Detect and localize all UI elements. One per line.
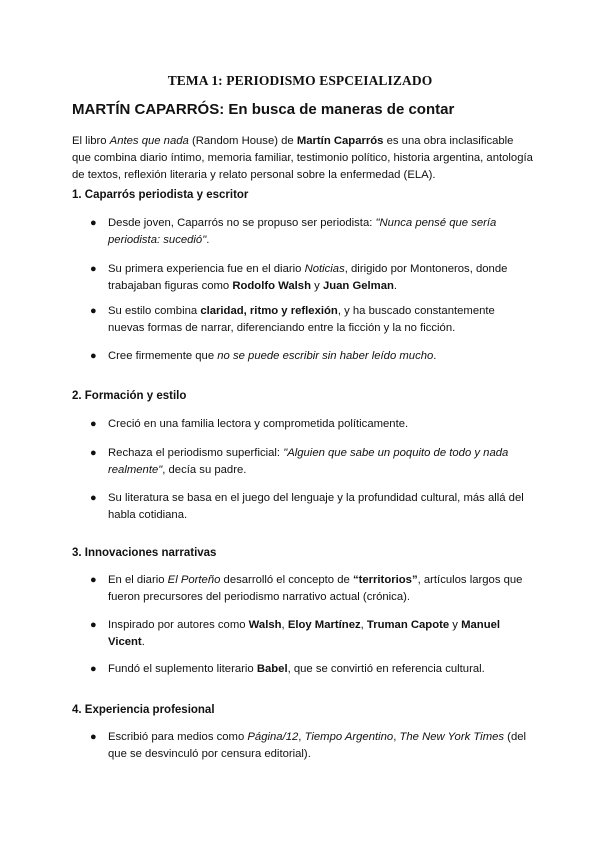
author-name: Eloy Martínez: [287, 619, 361, 631]
emphasis: “territorios”: [352, 574, 418, 586]
section-heading-4: 4. Experiencia profesional: [72, 704, 215, 716]
text: Desde joven, Caparrós no se propuso ser periodista:: [108, 217, 376, 229]
text: Fundó el suplemento literario: [108, 663, 257, 675]
section-heading-1: 1. Caparrós periodista y escritor: [72, 189, 249, 201]
media-name: Tiempo Argentino: [304, 731, 394, 743]
document-title: TEMA 1: PERIODISMO ESPCEIALIZADO: [167, 73, 433, 88]
quote: "Alguien que sabe un poquito de todo y nada realmente": [108, 447, 509, 476]
media-name: Página/12: [247, 731, 299, 743]
section-heading-3: 3. Innovaciones narrativas: [72, 547, 217, 559]
text: .: [433, 350, 437, 362]
book-title: Antes que nada: [109, 135, 189, 147]
text: Su estilo combina: [108, 305, 201, 317]
bullet-text: [108, 572, 532, 606]
section-heading-2: 2. Formación y estilo: [72, 390, 187, 402]
text: ,: [360, 619, 367, 631]
bullet-icon: ●: [90, 350, 97, 362]
newspaper-name: El Porteño: [167, 574, 221, 586]
person-name: Juan Gelman: [322, 279, 394, 292]
text: Inspirado por autores como: [108, 619, 249, 631]
bullet-text: [108, 303, 532, 337]
emphasis: claridad, ritmo y reflexión: [200, 305, 338, 317]
text: , dirigido por Montoneros, donde trabajaban figuras como: [108, 263, 508, 292]
article-heading: MARTÍN CAPARRÓS: En busca de maneras de contar: [72, 101, 455, 118]
text: .: [206, 233, 210, 246]
bullet-icon: ●: [90, 663, 97, 675]
bullet-text: [108, 215, 532, 249]
author-name: Walsh: [248, 619, 282, 631]
supplement-name: Babel: [256, 663, 288, 675]
bullet-text: [108, 261, 532, 295]
author-name: Martín Caparrós: [296, 135, 384, 147]
text: .: [393, 279, 398, 292]
text: , decía su padre.: [162, 463, 247, 476]
media-name: The New York Times: [399, 731, 505, 743]
quote: "Nunca pensé que sería periodista: sucedió": [108, 217, 497, 246]
text: desarrolló el concepto de: [220, 574, 353, 586]
bullet-icon: ●: [90, 619, 97, 631]
person-name: Rodolfo Walsh: [232, 279, 311, 292]
text: .: [141, 635, 145, 648]
author-name: Truman Capote: [366, 619, 450, 631]
intro-paragraph: [72, 133, 534, 183]
bullet-icon: ●: [90, 492, 97, 504]
bullet-text: Creció en una familia lectora y comprometida políticamente.: [108, 418, 409, 430]
emphasis: no se puede escribir sin haber leído mucho: [217, 350, 434, 362]
text: Escribió para medios como: [108, 731, 248, 743]
text: ,: [281, 619, 288, 631]
bullet-icon: ●: [90, 217, 97, 229]
bullet-icon: ●: [90, 263, 97, 275]
text: , artículos largos que fueron precursores del periodismo narrativo actual (crónica).: [108, 574, 523, 603]
bullet-text: [108, 617, 532, 651]
bullet-text: [108, 348, 532, 365]
bullet-text: Su literatura se basa en el juego del lenguaje y la profundidad cultural, más allá del habla cotidiana.: [108, 492, 524, 521]
text: (Random House) de: [188, 135, 297, 147]
text: y: [311, 279, 323, 292]
bullet-icon: ●: [90, 305, 97, 317]
text: , y ha buscado constantemente nuevas formas de narrar, diferenciando entre la ficción y la no ficción.: [108, 305, 495, 334]
bullet-text: [108, 729, 532, 763]
newspaper-name: Noticias: [304, 263, 345, 275]
text: ,: [298, 731, 305, 743]
author-name: Manuel Vicent: [108, 619, 501, 648]
text: El libro: [72, 135, 110, 147]
bullet-icon: ●: [90, 574, 97, 586]
text: ,: [393, 731, 400, 743]
text: Cree firmemente que: [108, 350, 218, 362]
bullet-text: [108, 661, 532, 678]
text: En el diario: [108, 574, 168, 586]
bullet-icon: ●: [90, 447, 97, 459]
text: (del que se desvinculó por censura editorial).: [108, 731, 527, 760]
text: es una obra inclasificable que combina diario íntimo, memoria familiar, testimonio político, historia argentina, antología de textos, reflexión literaria y relato personal sobre la enfermedad (ELA).: [72, 135, 533, 181]
text: , que se convirtió en referencia cultural.: [287, 663, 485, 675]
bullet-icon: ●: [90, 418, 97, 430]
bullet-icon: ●: [90, 731, 97, 743]
text: y: [449, 619, 462, 631]
bullet-text: [108, 445, 532, 479]
text: Rechaza el periodismo superficial:: [108, 447, 284, 459]
text: Su primera experiencia fue en el diario: [108, 263, 305, 275]
